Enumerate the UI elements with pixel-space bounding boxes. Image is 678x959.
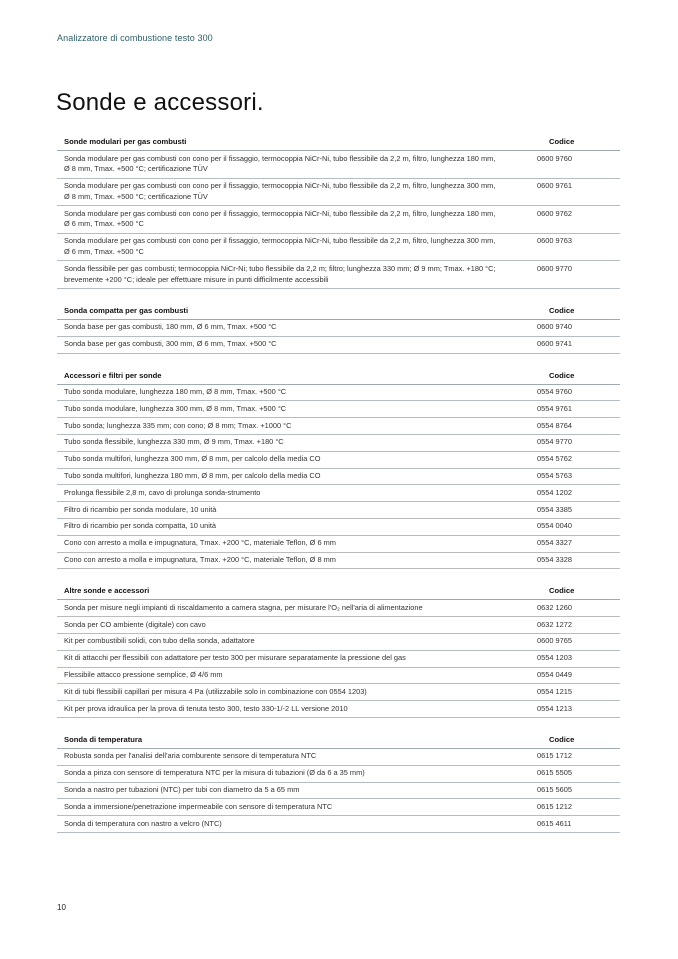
table-row [57, 765, 620, 782]
row-description: Prolunga flessibile 2,8 m, cavo di prolunga sonda-strumento [57, 485, 537, 502]
row-description: Tubo sonda modulare, lunghezza 180 mm, Ø 8 mm, Tmax. +500 °C [57, 384, 537, 401]
row-code: 0554 3385 [537, 502, 620, 519]
code-column-header: Codice [537, 583, 620, 600]
row-code: 0615 4611 [537, 816, 620, 833]
row-description: Sonda per misure negli impianti di riscaldamento a camera stagna, per misurare l'O₂ nell'aria di alimentazione [57, 600, 537, 617]
table-row [57, 336, 620, 353]
row-code: 0554 1203 [537, 650, 620, 667]
row-description: Cono con arresto a molla e impugnatura, Tmax. +200 °C, materiale Teflon, Ø 8 mm [57, 552, 537, 569]
row-code: 0554 5763 [537, 468, 620, 485]
section-table-sonda-temperatura [57, 732, 620, 833]
row-code: 0600 9770 [537, 261, 620, 289]
section-table-altre-sonde [57, 583, 620, 718]
row-description: Sonda modulare per gas combusti con cono per il fissaggio, termocoppia NiCr-Ni, tubo flessibile da 2,2 m, filtro, lunghezza 180 mm, Ø 6 mm, Tmax. +500 °C [57, 206, 537, 234]
row-description: Filtro di ricambio per sonda compatta, 10 unità [57, 518, 537, 535]
table-row [57, 552, 620, 569]
row-code: 0615 5605 [537, 782, 620, 799]
row-code: 0554 0040 [537, 518, 620, 535]
section-title: Sonde modulari per gas combusti [57, 134, 537, 151]
row-code: 0554 3327 [537, 535, 620, 552]
table-row [57, 600, 620, 617]
table-row [57, 178, 620, 206]
row-description: Sonda a immersione/penetrazione impermeabile con sensore di temperatura NTC [57, 799, 537, 816]
table-row [57, 518, 620, 535]
row-code: 0600 9765 [537, 633, 620, 650]
row-description: Flessibile attacco pressione semplice, Ø 4/6 mm [57, 667, 537, 684]
table-row [57, 206, 620, 234]
row-description: Robusta sonda per l'analisi dell'aria comburente sensore di temperatura NTC [57, 748, 537, 765]
row-code: 0600 9740 [537, 319, 620, 336]
row-description: Sonda a pinza con sensore di temperatura NTC per la misura di tubazioni (Ø da 6 a 35 mm) [57, 765, 537, 782]
table-row [57, 502, 620, 519]
table-row [57, 633, 620, 650]
row-description: Tubo sonda multifori, lunghezza 180 mm, Ø 8 mm, per calcolo della media CO [57, 468, 537, 485]
table-row [57, 684, 620, 701]
table-row [57, 650, 620, 667]
table-row [57, 401, 620, 418]
table-row [57, 667, 620, 684]
row-code: 0615 5505 [537, 765, 620, 782]
row-code: 0554 0449 [537, 667, 620, 684]
table-row [57, 319, 620, 336]
table-row [57, 485, 620, 502]
row-description: Kit per combustibili solidi, con tubo della sonda, adattatore [57, 633, 537, 650]
table-row [57, 748, 620, 765]
section-header-row [57, 368, 620, 385]
code-column-header: Codice [537, 368, 620, 385]
table-row [57, 617, 620, 634]
row-code: 0600 9763 [537, 233, 620, 261]
row-code: 0600 9741 [537, 336, 620, 353]
row-description: Sonda modulare per gas combusti con cono per il fissaggio, termocoppia NiCr-Ni, tubo flessibile da 2,2 m, filtro, lunghezza 300 mm, Ø 6 mm, Tmax. +500 °C [57, 233, 537, 261]
row-description: Tubo sonda; lunghezza 335 mm; con cono; Ø 8 mm; Tmax. +1000 °C [57, 418, 537, 435]
table-row [57, 799, 620, 816]
row-code: 0615 1212 [537, 799, 620, 816]
row-description: Cono con arresto a molla e impugnatura, Tmax. +200 °C, materiale Teflon, Ø 6 mm [57, 535, 537, 552]
section-header-row [57, 303, 620, 320]
table-row [57, 233, 620, 261]
running-header: Analizzatore di combustione testo 300 [57, 33, 213, 43]
row-description: Kit per prova idraulica per la prova di tenuta testo 300, testo 330-1/-2 LL versione 2010 [57, 701, 537, 718]
row-description: Sonda a nastro per tubazioni (NTC) per tubi con diametro da 5 a 65 mm [57, 782, 537, 799]
table-row [57, 418, 620, 435]
row-code: 0554 5762 [537, 451, 620, 468]
section-table-accessori-filtri [57, 368, 620, 570]
section-title: Accessori e filtri per sonde [57, 368, 537, 385]
section-header-row [57, 732, 620, 749]
page-title: Sonde e accessori. [56, 89, 264, 116]
row-code: 0554 9760 [537, 384, 620, 401]
table-row [57, 261, 620, 289]
row-code: 0554 1215 [537, 684, 620, 701]
row-description: Tubo sonda multifori, lunghezza 300 mm, Ø 8 mm, per calcolo della media CO [57, 451, 537, 468]
row-code: 0615 1712 [537, 748, 620, 765]
row-code: 0554 1202 [537, 485, 620, 502]
table-row [57, 816, 620, 833]
row-code: 0554 1213 [537, 701, 620, 718]
row-description: Kit di attacchi per flessibili con adattatore per testo 300 per misurare separatamente la pressione del gas [57, 650, 537, 667]
table-row [57, 451, 620, 468]
row-description: Sonda modulare per gas combusti con cono per il fissaggio, termocoppia NiCr-Ni, tubo flessibile da 2,2 m, filtro, lunghezza 300 mm, Ø 8 mm, Tmax. +500 °C; certificazione TÜV [57, 178, 537, 206]
section-title: Altre sonde e accessori [57, 583, 537, 600]
row-code: 0600 9760 [537, 151, 620, 179]
row-description: Sonda per CO ambiente (digitale) con cavo [57, 617, 537, 634]
row-code: 0632 1260 [537, 600, 620, 617]
section-table-sonde-modulari [57, 134, 620, 289]
row-code: 0554 9761 [537, 401, 620, 418]
code-column-header: Codice [537, 134, 620, 151]
row-description: Sonda flessibile per gas combusti; termocoppia NiCr-Ni; tubo flessibile da 2,2 m; filtro; lunghezza 330 mm; Ø 9 mm; Tmax. +180 °C; brevemente +200 °C; ideale per effettuare misure in punti difficilmente accessibili [57, 261, 537, 289]
table-row [57, 384, 620, 401]
row-code: 0632 1272 [537, 617, 620, 634]
row-description: Filtro di ricambio per sonda modulare, 10 unità [57, 502, 537, 519]
row-description: Tubo sonda flessibile, lunghezza 330 mm, Ø 9 mm, Tmax. +180 °C [57, 434, 537, 451]
row-description: Sonda modulare per gas combusti con cono per il fissaggio, termocoppia NiCr-Ni, tubo flessibile da 2,2 m, filtro, lunghezza 180 mm, Ø 8 mm, Tmax. +500 °C; certificazione TÜV [57, 151, 537, 179]
row-code: 0600 9762 [537, 206, 620, 234]
page-number: 10 [57, 903, 66, 912]
table-row [57, 151, 620, 179]
section-title: Sonda compatta per gas combusti [57, 303, 537, 320]
row-code: 0600 9761 [537, 178, 620, 206]
code-column-header: Codice [537, 732, 620, 749]
section-title: Sonda di temperatura [57, 732, 537, 749]
row-description: Sonda di temperatura con nastro a velcro (NTC) [57, 816, 537, 833]
table-row [57, 468, 620, 485]
row-description: Kit di tubi flessibili capillari per misura 4 Pa (utilizzabile solo in combinazione con 0554 1203) [57, 684, 537, 701]
row-code: 0554 9770 [537, 434, 620, 451]
row-description: Sonda base per gas combusti, 300 mm, Ø 6 mm, Tmax. +500 °C [57, 336, 537, 353]
row-code: 0554 8764 [537, 418, 620, 435]
section-table-sonda-compatta [57, 303, 620, 354]
code-column-header: Codice [537, 303, 620, 320]
row-description: Sonda base per gas combusti, 180 mm, Ø 6 mm, Tmax. +500 °C [57, 319, 537, 336]
row-code: 0554 3328 [537, 552, 620, 569]
product-tables [57, 134, 620, 847]
section-header-row [57, 134, 620, 151]
table-row [57, 701, 620, 718]
section-header-row [57, 583, 620, 600]
table-row [57, 782, 620, 799]
row-description: Tubo sonda modulare, lunghezza 300 mm, Ø 8 mm, Tmax. +500 °C [57, 401, 537, 418]
table-row [57, 434, 620, 451]
table-row [57, 535, 620, 552]
